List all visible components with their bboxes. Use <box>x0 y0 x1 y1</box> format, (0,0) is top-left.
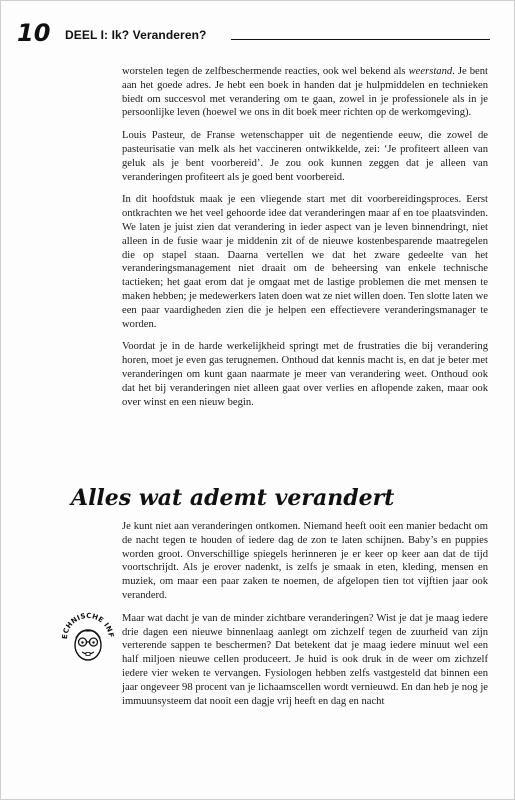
intro-text <box>122 65 488 418</box>
header-rule <box>231 39 490 40</box>
chapter-title: DEEL I: Ik? Veranderen? <box>65 28 207 42</box>
intro-paragraph-4: Voordat je in de harde werkelijkheid springt met de frustraties die bij verandering horen, moet je even gas terugnemen. Onthoud dat kennis macht is, en dat je beter met veranderingen om kunt gaan naarmate je meer van verandering weet. Onthoud ook dat het bij veranderingen niet alleen gaat over verlies en aflopende zaken, maar ook over winst en een nieuw begin. <box>122 341 488 408</box>
section-paragraph-1: Je kunt niet aan veranderingen ontkomen. Niemand heeft ooit een manier bedacht om de nacht tegen te houden of iedere dag de zon te laten schijnen. Baby’s en puppies worden groot. Onverschillige spiegels herinneren je er keer op keer aan dat de tijd voortschrijdt. Als je erover nadenkt, is zelfs je smaak in eten, kleding, mensen en muziek, om maar een paar zaken te noemen, de afgelopen tien tot vijftien jaar ook veranderd. <box>122 521 488 601</box>
nerd-face-icon <box>61 609 115 667</box>
intro-paragraph-1: worstelen tegen de zelfbeschermende reacties, ook wel bekend als weerstand. Je bent aan het goede adres. Je hebt een boek in handen dat je hulpmiddelen en technieken biedt om succesvol met verandering om te gaan, zowel in je professionele als in je persoonlijke leven (hoewel we ons in dit boek meer richten op de werkomgeving). <box>122 66 488 119</box>
intro-paragraph-3: In dit hoofdstuk maak je een vliegende start met dit voorbereidingsproces. Eerst ontkrachten we het veel gehoorde idee dat veranderingen maar af en toe plaatsvinden. We laten je juist zien dat verandering in ieder aspect van je leven binnendringt, niet alleen in de fusie waar je middenin zit of de nieuwe kostenbesparende maatregelen die op stapel staan. Daarna vertellen we dat het zware gedeelte van het veranderingsmanagement niet draait om de beheersing van enkele technische tactieken; het gaat erom dat je omgaat met de lastige problemen die met mensen te maken hebben; je medewerkers laten doen wat ze niet willen doen. Ten slotte laten we een paar vaardigheden zien die je helpen een effectievere veranderingsmanager te worden. <box>122 194 488 330</box>
badge-label: ECHNISCHE INF <box>61 611 115 640</box>
section-paragraph-2: Maar wat dacht je van de minder zichtbare veranderingen? Wist je dat je maag iedere drie dagen een nieuwe binnenlaag aanlegt om zichzelf tegen de zuurheid van zijn verterende sappen te beschermen? Dat betekent dat je maag iedere minuut wel een half miljoen nieuwe cellen produceert. Je huid is ook druk in de weer om zichzelf iedere vier weken te vervangen. Fysiologen hebben zelfs vastgesteld dat binnen een jaar ongeveer 98 procent van je lichaamscellen wordt vernieuwd. En dan heb je nog je immuunsysteem dat nooit een dagje vrij heeft en dag en nacht <box>122 612 488 707</box>
section-text <box>122 520 488 717</box>
page-number: 10 <box>17 19 51 47</box>
section-heading: Alles wat ademt verandert <box>71 485 395 511</box>
emphasis-weerstand: weerstand <box>408 66 453 77</box>
intro-paragraph-2: Louis Pasteur, de Franse wetenschapper uit de negentiende eeuw, die zowel de pasteurisatie van melk als het vaccineren ontwikkelde, zei: ‘Je profiteert alleen van geluk als je bent voorbereid’. Je zou ook kunnen zeggen dat je alleen van veranderingen profiteert als je goed bent voorbereid. <box>122 130 488 183</box>
technische-info-badge <box>61 609 115 667</box>
running-header <box>17 19 490 47</box>
